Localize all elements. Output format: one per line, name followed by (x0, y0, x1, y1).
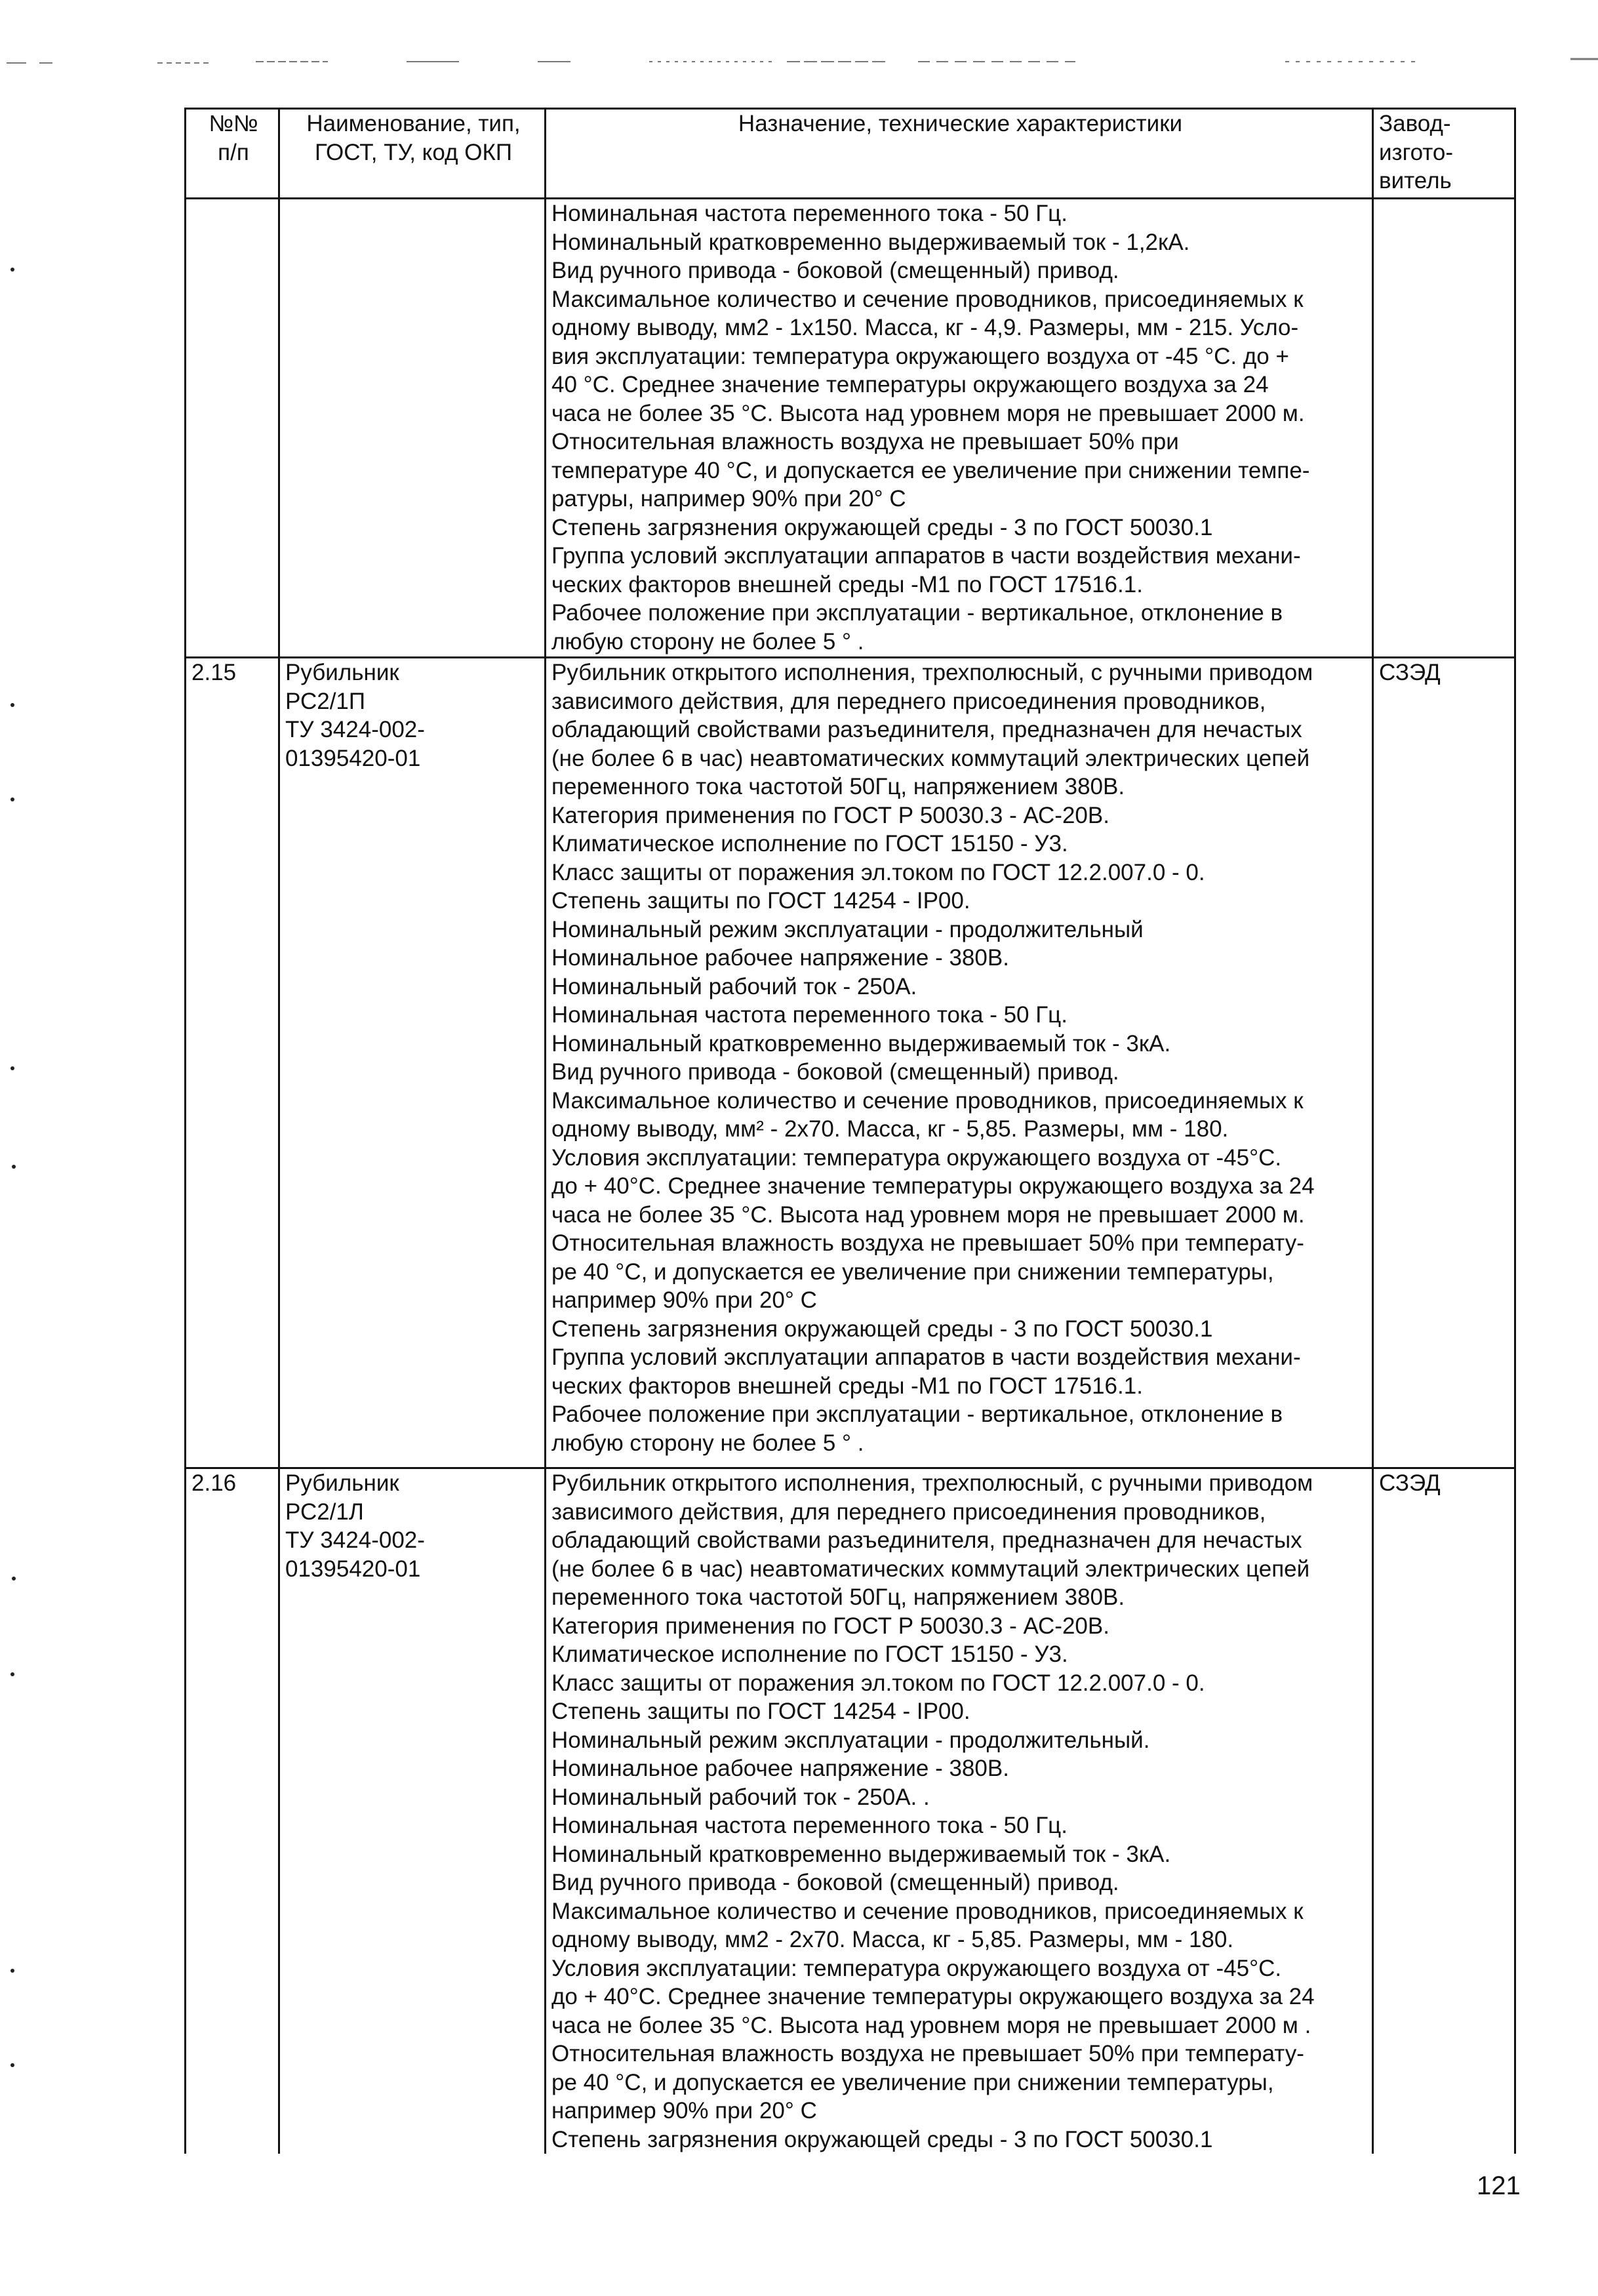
desc-line: переменного тока частотой 50Гц, напряжением 380В. (551, 774, 1125, 799)
desc-line: часа не более 35 °С. Высота над уровнем моря не превышает 2000 м. (551, 400, 1305, 426)
desc-line: Рабочее положение при эксплуатации - вертикальное, отклонение в (551, 600, 1283, 626)
name-line: РС2/1Л (285, 1499, 364, 1525)
row-maker: СЗЭД (1373, 1468, 1515, 2154)
desc-line: зависимого действия, для переднего присоединения проводников, (551, 688, 1266, 714)
table-row (186, 199, 1515, 658)
desc-line: Группа условий эксплуатации аппаратов в части воздействия механи- (551, 1344, 1301, 1370)
desc-line: обладающий свойствами разъединителя, предназначен для нечастых (551, 717, 1302, 742)
table-row (186, 658, 1515, 1468)
row-name (279, 658, 546, 1468)
desc-line: Относительная влажность воздуха не превышает 50% при температу- (551, 1230, 1304, 1256)
desc-line: Номинальная частота переменного тока - 50 Гц. (551, 1813, 1068, 1838)
desc-line: Степень защиты по ГОСТ 14254 - IP00. (551, 1699, 970, 1724)
name-line: 01395420-01 (285, 745, 421, 771)
desc-line: до + 40°С. Среднее значение температуры окружающего воздуха за 24 (551, 1984, 1315, 2009)
scan-speck (10, 1066, 14, 1070)
desc-line: Относительная влажность воздуха не превышает 50% при (551, 429, 1179, 454)
desc-line: Номинальный режим эксплуатации - продолжительный (551, 916, 1144, 942)
desc-line: зависимого действия, для переднего присоединения проводников, (551, 1499, 1266, 1525)
desc-line: Рабочее положение при эксплуатации - вертикальное, отклонение в (551, 1401, 1283, 1427)
header-maker: Завод- изгото- витель (1373, 109, 1515, 199)
table-row (186, 1468, 1515, 2154)
row-name (279, 1468, 546, 2154)
scan-noise-top (0, 46, 1598, 72)
name-line: Рубильник (285, 660, 399, 685)
desc-line: ратуры, например 90% при 20° С (551, 486, 906, 512)
desc-line: Вид ручного привода - боковой (смещенный) привод. (551, 1059, 1119, 1085)
desc-line: часа не более 35 °С. Высота над уровнем моря не превышает 2000 м. (551, 1201, 1305, 1228)
desc-line: Степень защиты по ГОСТ 14254 - IP00. (551, 888, 970, 914)
desc-line: Вид ручного привода - боковой (смещенный) привод. (551, 258, 1119, 283)
desc-line: Номинальное рабочее напряжение - 380В. (551, 1756, 1009, 1781)
header-desc: Назначение, технические характеристики (546, 109, 1373, 199)
desc-line: например 90% при 20° С (551, 2098, 817, 2124)
desc-line: Номинальный кратковременно выдерживаемый ток - 3кА. (551, 1030, 1171, 1057)
desc-line: Категория применения по ГОСТ Р 50030.3 - АС-20В. (551, 1613, 1109, 1639)
desc-line: одному выводу, мм2 - 2х70. Масса, кг - 5,85. Размеры, мм - 180. (551, 1927, 1234, 1952)
desc-line: Группа условий эксплуатации аппаратов в части воздействия механи- (551, 543, 1301, 569)
desc-line: 40 °С. Среднее значение температуры окружающего воздуха за 24 (551, 372, 1269, 397)
table-header-row (186, 109, 1515, 199)
desc-line: вия эксплуатации: температура окружающего воздуха от -45 °С. до + (551, 343, 1289, 369)
desc-line: одному выводу, мм² - 2х70. Масса, кг - 5,85. Размеры, мм - 180. (551, 1116, 1229, 1142)
scan-speck (10, 703, 14, 707)
name-line: ТУ 3424-002- (285, 717, 425, 742)
desc-line: Класс защиты от поражения эл.током по ГОСТ 12.2.007.0 - 0. (551, 1670, 1205, 1696)
row-num: 2.16 (186, 1468, 279, 2154)
desc-line: ческих факторов внешней среды -М1 по ГОСТ 17516.1. (551, 571, 1143, 597)
desc-line: любую сторону не более 5 ° . (551, 1430, 864, 1456)
desc-line: Номинальный кратковременно выдерживаемый ток - 1,2кА. (551, 229, 1190, 255)
desc-line: Вид ручного привода - боковой (смещенный) привод. (551, 1870, 1119, 1895)
desc-line: до + 40°С. Среднее значение температуры окружающего воздуха за 24 (551, 1173, 1315, 1199)
equipment-table (184, 108, 1516, 2154)
desc-line: Условия эксплуатации: температура окружающего воздуха от -45°С. (551, 1955, 1282, 1981)
desc-line: Номинальный кратковременно выдерживаемый ток - 3кА. (551, 1841, 1171, 1867)
header-name: Наименование, тип, ГОСТ, ТУ, код ОКП (279, 109, 546, 199)
scan-speck (12, 1165, 16, 1169)
desc-line: часа не более 35 °С. Высота над уровнем моря не превышает 2000 м . (551, 2012, 1311, 2038)
desc-line: Условия эксплуатации: температура окружающего воздуха от -45°С. (551, 1144, 1282, 1171)
desc-line: например 90% при 20° С (551, 1287, 817, 1313)
row-name (279, 199, 546, 658)
scan-speck (10, 2063, 14, 2067)
desc-line: Рубильник открытого исполнения, трехполюсный, с ручными приводом (551, 1470, 1313, 1496)
desc-line: Номинальный рабочий ток - 250А. . (551, 1784, 930, 1810)
desc-line: температуре 40 °С, и допускается ее увеличение при снижении темпе- (551, 457, 1310, 483)
page-number: 121 (1477, 2171, 1521, 2200)
desc-line: ре 40 °С, и допускается ее увеличение при снижении температуры, (551, 2069, 1274, 2095)
desc-line: ческих факторов внешней среды -М1 по ГОСТ 17516.1. (551, 1373, 1143, 1399)
desc-line: Климатическое исполнение по ГОСТ 15150 - У3. (551, 831, 1068, 856)
desc-line: (не более 6 в час) неавтоматических коммутаций электрических цепей (551, 1556, 1310, 1582)
desc-line: Климатическое исполнение по ГОСТ 15150 - У3. (551, 1641, 1068, 1667)
desc-line: ре 40 °С, и допускается ее увеличение при снижении температуры, (551, 1259, 1274, 1285)
scan-speck (10, 268, 14, 272)
scan-speck (10, 1969, 14, 1973)
desc-line: одному выводу, мм2 - 1х150. Масса, кг - 4,9. Размеры, мм - 215. Усло- (551, 315, 1299, 340)
desc-line: Относительная влажность воздуха не превышает 50% при температу- (551, 2041, 1304, 2066)
row-desc (546, 199, 1373, 658)
desc-line: Рубильник открытого исполнения, трехполюсный, с ручными приводом (551, 660, 1313, 685)
desc-line: Номинальный рабочий ток - 250А. (551, 973, 917, 999)
desc-line: обладающий свойствами разъединителя, предназначен для нечастых (551, 1527, 1302, 1553)
scan-speck (10, 797, 14, 801)
desc-line: Максимальное количество и сечение проводников, присоединяемых к (551, 1898, 1304, 1924)
name-line: ТУ 3424-002- (285, 1527, 425, 1553)
desc-line: Степень загрязнения окружающей среды - 3 по ГОСТ 50030.1 (551, 1316, 1213, 1342)
desc-line: Максимальное количество и сечение проводников, присоединяемых к (551, 1087, 1304, 1114)
desc-line: Номинальное рабочее напряжение - 380В. (551, 945, 1009, 971)
desc-line: (не более 6 в час) неавтоматических коммутаций электрических цепей (551, 745, 1310, 771)
name-line: РС2/1П (285, 688, 366, 714)
desc-line: Категория применения по ГОСТ Р 50030.3 - АС-20В. (551, 802, 1109, 828)
desc-line: переменного тока частотой 50Гц, напряжением 380В. (551, 1584, 1125, 1610)
row-desc (546, 1468, 1373, 2154)
desc-line: Степень загрязнения окружающей среды - 3 по ГОСТ 50030.1 (551, 514, 1213, 540)
row-maker (1373, 199, 1515, 658)
scan-speck (10, 1672, 14, 1676)
name-line: 01395420-01 (285, 1556, 421, 1582)
scan-speck (12, 1577, 16, 1581)
desc-line: Класс защиты от поражения эл.током по ГОСТ 12.2.007.0 - 0. (551, 859, 1205, 885)
desc-line: Номинальный режим эксплуатации - продолжительный. (551, 1727, 1150, 1753)
row-num: 2.15 (186, 658, 279, 1468)
desc-line: Максимальное количество и сечение проводников, присоединяемых к (551, 286, 1304, 312)
row-num (186, 199, 279, 658)
desc-line: любую сторону не более 5 ° . (551, 628, 864, 655)
desc-line: Номинальная частота переменного тока - 50 Гц. (551, 201, 1068, 226)
desc-line: Номинальная частота переменного тока - 50 Гц. (551, 1002, 1068, 1028)
row-maker: СЗЭД (1373, 658, 1515, 1468)
desc-line: Степень загрязнения окружающей среды - 3 по ГОСТ 50030.1 (551, 2126, 1213, 2152)
header-num: №№ п/п (186, 109, 279, 199)
name-line: Рубильник (285, 1470, 399, 1496)
row-desc (546, 658, 1373, 1468)
